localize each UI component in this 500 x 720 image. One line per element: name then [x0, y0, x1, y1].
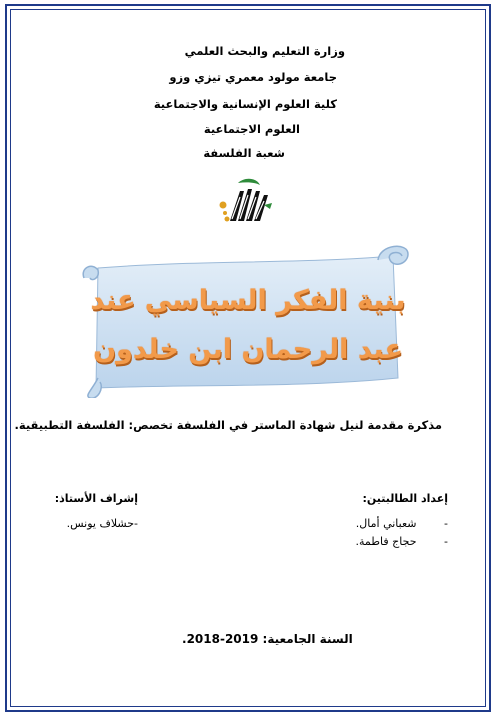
list-dash: -: [444, 517, 448, 530]
branch-line: شعبة الفلسفة: [203, 146, 285, 160]
student-name: شعباني أمال.: [355, 517, 417, 530]
academic-year: [182, 632, 353, 646]
university-logo-icon: [216, 175, 276, 227]
faculty-line: كلية العلوم الإنسانية والاجتماعية: [153, 97, 337, 111]
student-name: حجاج فاطمة.: [355, 535, 417, 548]
list-dash: -: [444, 535, 448, 548]
student-item: [356, 535, 448, 548]
ministry-line: وزارة التعليم والبحث العلمي: [184, 44, 345, 58]
thesis-title-line-1: بنية الفكر السياسي عند: [90, 285, 406, 316]
student-item: [356, 517, 448, 530]
supervisor-name: -حشلاف يونس.: [66, 517, 138, 530]
university-line: جامعة مولود معمري تيزي وزو: [169, 70, 337, 84]
thesis-title-line-2: عبد الرحمان ابن خلدون: [93, 334, 403, 365]
students-label: إعداد الطالبتين:: [362, 492, 448, 505]
thesis-subtitle: مذكرة مقدمة لنيل شهادة الماستر في الفلسفة تخصص: الفلسفة التطبيقية.: [14, 418, 442, 432]
supervisor-label: إشراف الأستاذ:: [54, 492, 138, 505]
title-scroll-banner: [78, 238, 418, 398]
department-line: العلوم الاجتماعية: [203, 122, 300, 136]
academic-year-value: 2019-2018.: [182, 632, 259, 646]
academic-year-label: السنة الجامعية:: [262, 632, 353, 646]
